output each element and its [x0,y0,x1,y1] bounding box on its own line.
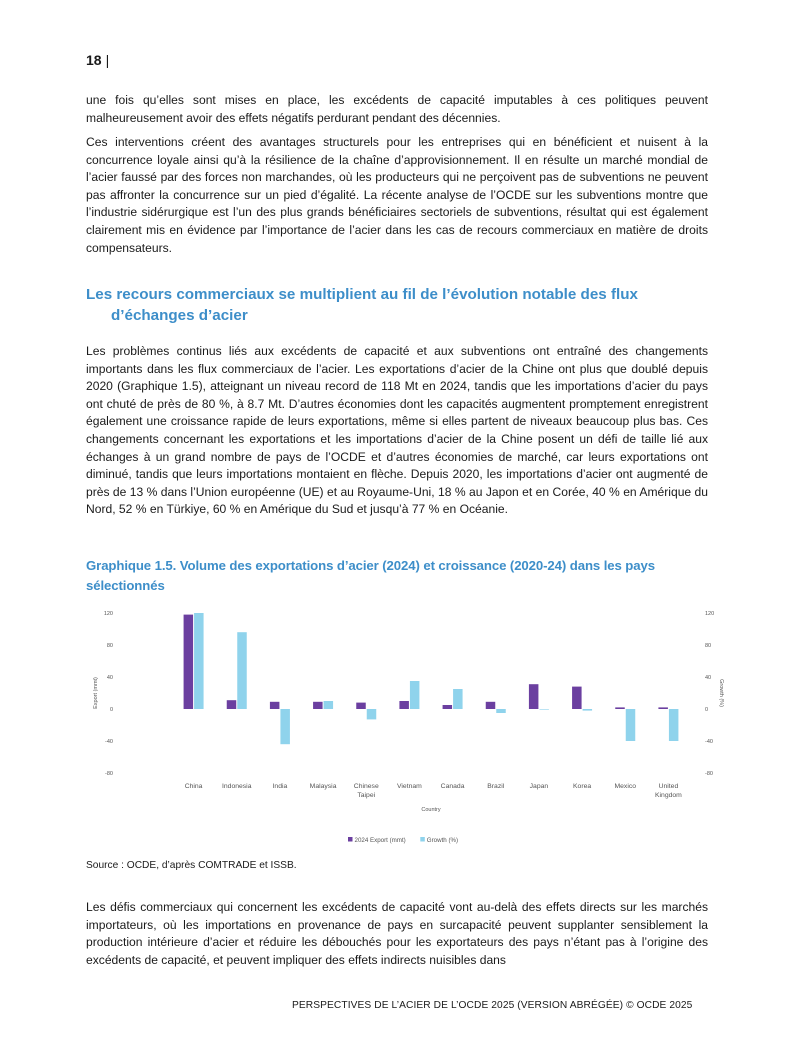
legend-swatch-1 [420,837,425,842]
section-heading-line1: Les recours commerciaux se multiplient au fil de l’évolution notable des flux [86,286,638,303]
x-tick-label-4-1: Taipei [357,792,376,799]
x-tick-label-6-0: Canada [440,783,465,790]
bar-growth-0 [194,613,204,709]
paragraph-1: une fois qu’elles sont mises en place, les excédents de capacité imputables à ces politiques peuvent malheureusement avoir des effets négatifs perdurant pendant des décennies. [86,93,708,125]
chart-title-line1: Graphique 1.5. Volume des exportations d’acier (2024) et croissance (2020-24) dans les pays [86,558,655,573]
bar-export-5 [399,701,409,709]
page-number: 18 | [86,52,110,68]
legend-label-1: Growth (%) [426,837,459,844]
x-tick-label-11-0: United [658,783,679,790]
paragraph-3: Les problèmes continus liés aux excédents de capacité et aux subventions ont entraîné des changements importants dans les flux commerciaux de l’acier. Les exportations d’acier de la Chine ont plus que doublé depuis 2020 (Graphique 1.5), atteignant un niveau record de 118 Mt en 2024, tandis que les importations d’acier du pays ont chuté de près de 80 %, à 8.7 Mt. D’autres économies dont les capacités augmentent promptement enregistrent également une croissance rapide de leurs exportations, même si elles partent de niveaux beaucoup plus bas. Ces changements concernant les exportations et les importations d’acier de la Chine posent un défi de taille lié aux échanges à un grand nombre de pays de l’OCDE et d’autres économies de marché, car leurs exportations ont diminué, tandis que leurs importations montaient en flèche. Depuis 2020, les importations d’acier ont augmenté de près de 13 % dans l’Union européenne (UE) et au Royaume-Uni, 18 % au Japon et en Corée, 40 % en Amérique du Nord, 52 % en Türkiye, 60 % en Amérique du Sud et jusqu’à 77 % en Océanie. [86,344,708,517]
legend-label-0: 2024 Export (mmt) [354,837,406,844]
bar-growth-9 [583,709,593,711]
bar-export-8 [529,684,539,709]
figure-source: Source : OCDE, d’après COMTRADE et ISSB. [86,860,297,871]
paragraph-4: Les défis commerciaux qui concernent les excédents de capacité vont au-delà des effets directs sur les marchés importateurs, où les importations en provenance de pays en surcapacité peuvent supplanter sensiblement la production intérieure d’acier et réduire les débouchés pour les exportateurs des pays n’étant pas à l’origine des excédents de capacité, et peuvent impliquer des effets indirects nuisibles dans [86,900,708,967]
bar-growth-4 [367,709,377,719]
y-tick-right-4: -40 [705,739,713,745]
paragraph-2: Ces interventions créent des avantages structurels pour les entreprises qui en bénéficient et nuisent à la concurrence loyale ainsi qu’à la résilience de la chaîne d’approvisionnement. Il en résulte un marché mondial de l’acier faussé par des forces non marchandes, où les producteurs qui ne perçoivent pas de subventions ne peuvent pas affronter la concurrence sur un pied d’égalité. La récente analyse de l’OCDE sur les subventions montre que l’industrie sidérurgique est l’un des plus grands bénéficiaires sectoriels de subventions, résultat qui est également clairement mis en évidence par l’importance de l’acier dans les cas de recours commerciaux en matière de droits compensateurs. [86,135,708,255]
bar-export-1 [227,700,237,709]
page-footer: PERSPECTIVES DE L’ACIER DE L’OCDE 2025 (VERSION ABRÉGÉE) © OCDE 2025 [292,1000,693,1011]
x-tick-label-3-0: Malaysia [309,783,337,790]
x-tick-label-4-0: Chinese [353,783,379,790]
y-tick-right-3: 0 [705,707,709,713]
y-tick-right-2: 40 [705,675,712,681]
x-tick-label-2-0: India [272,783,288,790]
bar-export-6 [443,705,453,709]
bar-growth-3 [324,701,334,709]
chart-title [86,556,686,596]
section-heading [86,284,706,326]
bar-growth-11 [669,709,679,741]
bar-export-9 [572,687,582,709]
y-tick-left-5: -80 [105,771,113,777]
x-tick-label-1-0: Indonesia [222,783,252,790]
x-tick-label-10-0: Mexico [614,783,637,790]
y-tick-left-0: 120 [103,611,113,617]
y-tick-left-1: 80 [106,643,113,649]
y-axis-label-right: Growth (%) [718,679,724,707]
bar-export-2 [270,702,280,709]
section-heading-line2: d’échanges d’acier [111,307,248,324]
x-axis-label: Country [421,807,441,813]
legend-swatch-0 [348,837,353,842]
bar-growth-5 [410,681,420,709]
y-tick-right-5: -80 [705,771,713,777]
bar-export-0 [184,615,194,709]
bar-export-10 [615,707,625,709]
bar-growth-8 [539,709,549,710]
x-tick-label-7-0: Brazil [487,783,505,790]
x-tick-label-9-0: Korea [573,783,592,790]
x-tick-label-5-0: Vietnam [397,783,422,790]
bar-export-3 [313,702,323,709]
bar-export-11 [658,707,668,709]
x-tick-label-11-1: Kingdom [655,792,682,799]
x-tick-label-8-0: Japan [529,783,549,790]
bar-growth-1 [237,632,247,709]
y-tick-right-0: 120 [705,611,715,617]
y-tick-left-3: 0 [109,707,113,713]
x-tick-label-0-0: China [184,783,203,790]
bar-export-4 [356,703,366,709]
y-axis-label-left: Export (mmt) [93,677,99,709]
bar-export-7 [486,702,496,709]
bar-growth-2 [280,709,290,744]
bar-growth-6 [453,689,463,709]
y-tick-left-2: 40 [106,675,113,681]
bar-growth-10 [626,709,636,741]
y-tick-right-1: 80 [705,643,712,649]
bar-chart [86,600,726,855]
chart-title-line2: sélectionnés [86,578,165,593]
bar-growth-7 [496,709,506,713]
y-tick-left-4: -40 [105,739,113,745]
